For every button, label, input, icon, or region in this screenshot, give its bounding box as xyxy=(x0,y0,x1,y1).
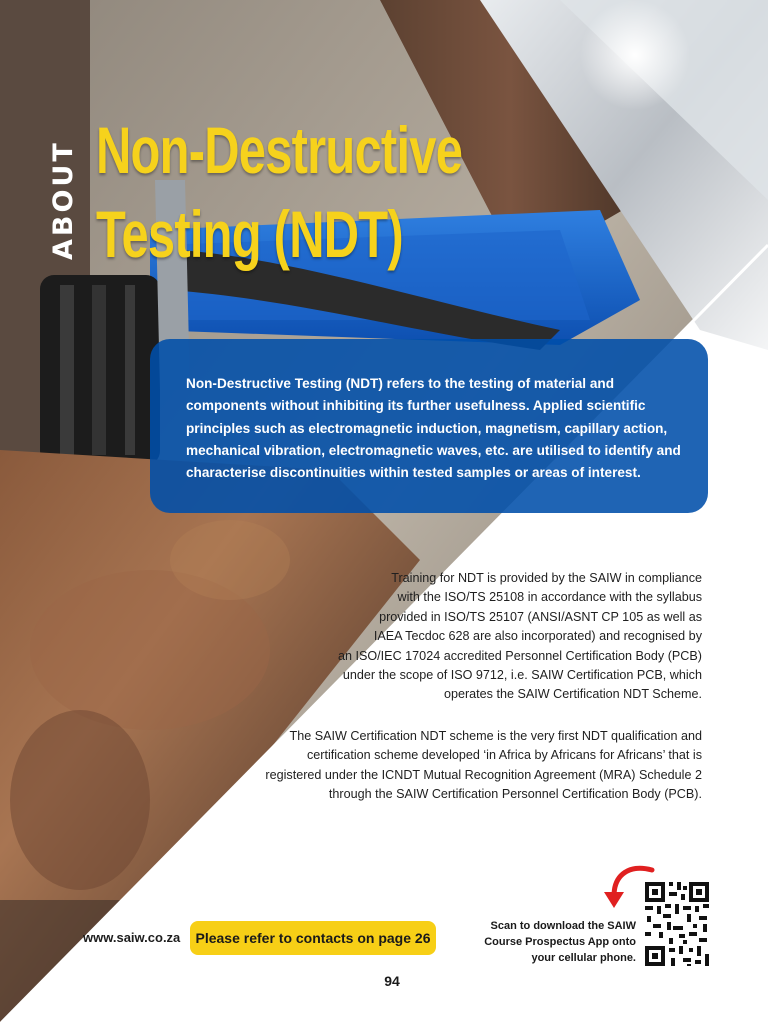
scan-instructions xyxy=(484,918,636,966)
about-kicker: ABOUT xyxy=(48,140,79,260)
body-line: IAEA Tecdoc 628 are also incorporated) and recognised by xyxy=(373,629,702,644)
body-line: The SAIW Certification NDT scheme is the very first NDT qualification and xyxy=(289,729,702,743)
body-line: registered under the ICNDT Mutual Recognition Agreement (MRA) Schedule 2 xyxy=(265,767,702,782)
body-paragraph-2 xyxy=(265,727,702,805)
body-paragraph-1 xyxy=(338,569,702,705)
body-line: under the scope of ISO 9712, i.e. SAIW Certification PCB, which xyxy=(342,668,702,683)
page-title xyxy=(96,108,462,276)
body-line: an ISO/IEC 17024 accredited Personnel Certification Body (PCB) xyxy=(337,648,702,663)
intro-line: principles such as electromagnetic induction, magnetism, capillary action, xyxy=(186,420,668,436)
contacts-note-label: Please refer to contacts on page 26 xyxy=(195,930,431,946)
page-number: 94 xyxy=(384,973,400,989)
intro-text xyxy=(186,373,686,484)
intro-line: characterise discontinuities within tested samples or areas of interest. xyxy=(186,465,641,481)
body-line: provided in ISO/TS 25107 (ANSI/ASNT CP 105 as well as xyxy=(379,609,702,624)
title-line-2: Testing (NDT) xyxy=(96,197,403,271)
intro-line: Non-Destructive Testing (NDT) refers to the testing of material and xyxy=(186,376,615,391)
body-line: with the ISO/TS 25108 in accordance with the syllabus xyxy=(397,590,702,605)
scan-line: Scan to download the SAIW xyxy=(490,920,636,932)
body-line: operates the SAIW Certification NDT Scheme. xyxy=(443,687,702,702)
scan-line: your cellular phone. xyxy=(531,952,636,964)
qr-code-icon[interactable] xyxy=(643,880,711,968)
contacts-note xyxy=(190,921,436,955)
body-line: through the SAIW Certification Personnel Certification Body (PCB). xyxy=(328,787,702,802)
body-line: certification scheme developed ‘in Africa by Africans for Africans’ that is xyxy=(306,748,702,763)
website-link[interactable]: www.saiw.co.za xyxy=(83,930,181,945)
intro-line: components without inhibiting its further usefulness. Applied scientific xyxy=(186,398,646,414)
intro-line: mechanical vibration, electromagnetic waves, etc. are utilised to identify and xyxy=(186,442,681,458)
scan-line: Course Prospectus App onto xyxy=(484,936,636,948)
body-line: Training for NDT is provided by the SAIW in compliance xyxy=(391,571,702,585)
title-line-1: Non-Destructive xyxy=(96,113,463,187)
